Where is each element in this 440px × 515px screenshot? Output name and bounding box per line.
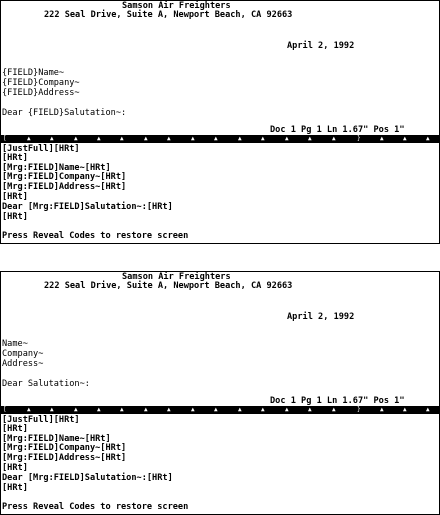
right-margin-marker[interactable]: } (357, 406, 361, 413)
reveal-code-line[interactable]: [Mrg:FIELD]Address~[HRt] (2, 182, 127, 192)
right-margin-marker[interactable]: } (357, 135, 361, 142)
tab-stop-marker[interactable]: ▲ (426, 406, 430, 413)
reveal-code-line[interactable]: [Mrg:FIELD]Name~[HRt] (2, 163, 111, 173)
reveal-code-line[interactable]: [HRt] (2, 483, 28, 493)
tab-stop-marker[interactable]: ▲ (50, 406, 54, 413)
tab-stop-marker[interactable]: ▲ (120, 406, 124, 413)
tab-stop-marker[interactable]: ▲ (97, 406, 101, 413)
tab-stop-marker[interactable]: ▲ (214, 406, 218, 413)
tab-stop-marker[interactable]: ▲ (403, 135, 407, 142)
document-line[interactable]: Dear {FIELD}Salutation~: (2, 108, 127, 118)
tab-stop-marker[interactable]: ▲ (380, 135, 384, 142)
reveal-code-line[interactable]: [Mrg:FIELD]Company~[HRt] (2, 172, 127, 182)
letterhead-address: 222 Seal Drive, Suite A, Newport Beach, CA 92663 (44, 10, 293, 20)
reveal-code-line[interactable]: [HRt] (2, 212, 28, 222)
tab-stop-marker[interactable]: ▲ (191, 135, 195, 142)
document-line[interactable]: {FIELD}Name~ (2, 68, 65, 78)
help-prompt: Press Reveal Codes to restore screen (2, 231, 189, 241)
tab-stop-marker[interactable]: ▲ (261, 135, 265, 142)
status-line: Doc 1 Pg 1 Ln 1.67" Pos 1" (270, 396, 405, 406)
document-line[interactable]: {FIELD}Address~ (2, 88, 80, 98)
document-line[interactable]: {FIELD}Company~ (2, 78, 80, 88)
letter-date: April 2, 1992 (287, 312, 355, 322)
reveal-code-line[interactable]: Dear [Mrg:FIELD]Salutation~:[HRt] (2, 473, 173, 483)
document-line[interactable]: Company~ (2, 349, 44, 359)
document-line[interactable]: Dear Salutation~: (2, 379, 90, 389)
tab-stop-marker[interactable]: ▲ (144, 406, 148, 413)
reveal-code-line[interactable]: [HRt] (2, 424, 28, 434)
wordperfect-screen-after (0, 271, 440, 515)
tab-stop-marker[interactable]: ▲ (332, 135, 336, 142)
letterhead-company: Samson Air Freighters (122, 1, 231, 11)
tab-stop-marker[interactable]: ▲ (426, 135, 430, 142)
status-line: Doc 1 Pg 1 Ln 1.67" Pos 1" (270, 125, 405, 135)
tab-stop-marker[interactable]: ▲ (191, 406, 195, 413)
reveal-code-line[interactable]: [JustFull][HRt] (2, 415, 80, 425)
letterhead-address: 222 Seal Drive, Suite A, Newport Beach, CA 92663 (44, 281, 293, 291)
tab-stop-marker[interactable]: ▲ (285, 135, 289, 142)
letter-date: April 2, 1992 (287, 41, 355, 51)
tab-stop-marker[interactable]: ▲ (144, 135, 148, 142)
tab-stop-marker[interactable]: ▲ (167, 406, 171, 413)
tab-stop-marker[interactable]: ▲ (214, 135, 218, 142)
tab-stop-marker[interactable]: ▲ (308, 135, 312, 142)
reveal-code-line[interactable]: [HRt] (2, 463, 28, 473)
tab-stop-marker[interactable]: ▲ (285, 406, 289, 413)
tab-ruler[interactable] (1, 406, 439, 414)
tab-stop-marker[interactable]: ▲ (261, 406, 265, 413)
tab-stop-marker[interactable]: ▲ (97, 135, 101, 142)
tab-stop-marker[interactable]: ▲ (27, 406, 31, 413)
left-margin-marker[interactable]: [ (3, 406, 7, 413)
reveal-code-line[interactable]: [Mrg:FIELD]Address~[HRt] (2, 453, 127, 463)
tab-stop-marker[interactable]: ▲ (332, 406, 336, 413)
reveal-code-line[interactable]: [JustFull][HRt] (2, 144, 80, 154)
tab-stop-marker[interactable]: ▲ (308, 406, 312, 413)
tab-stop-marker[interactable]: ▲ (403, 406, 407, 413)
reveal-code-line[interactable]: [HRt] (2, 153, 28, 163)
tab-stop-marker[interactable]: ▲ (50, 135, 54, 142)
wordperfect-screen-before (0, 0, 440, 244)
reveal-code-line[interactable]: [HRt] (2, 192, 28, 202)
reveal-code-line[interactable]: [Mrg:FIELD]Name~[HRt] (2, 434, 111, 444)
left-margin-marker[interactable]: [ (3, 135, 7, 142)
tab-stop-marker[interactable]: ▲ (74, 135, 78, 142)
reveal-code-line[interactable]: Dear [Mrg:FIELD]Salutation~:[HRt] (2, 202, 173, 212)
tab-stop-marker[interactable]: ▲ (27, 135, 31, 142)
tab-stop-marker[interactable]: ▲ (238, 406, 242, 413)
tab-stop-marker[interactable]: ▲ (167, 135, 171, 142)
tab-ruler[interactable] (1, 135, 439, 143)
reveal-code-line[interactable]: [Mrg:FIELD]Company~[HRt] (2, 443, 127, 453)
letterhead-company: Samson Air Freighters (122, 272, 231, 282)
tab-stop-marker[interactable]: ▲ (120, 135, 124, 142)
tab-stop-marker[interactable]: ▲ (380, 406, 384, 413)
tab-stop-marker[interactable]: ▲ (74, 406, 78, 413)
tab-stop-marker[interactable]: ▲ (238, 135, 242, 142)
help-prompt: Press Reveal Codes to restore screen (2, 502, 189, 512)
document-line[interactable]: Name~ (2, 339, 28, 349)
document-line[interactable]: Address~ (2, 359, 44, 369)
